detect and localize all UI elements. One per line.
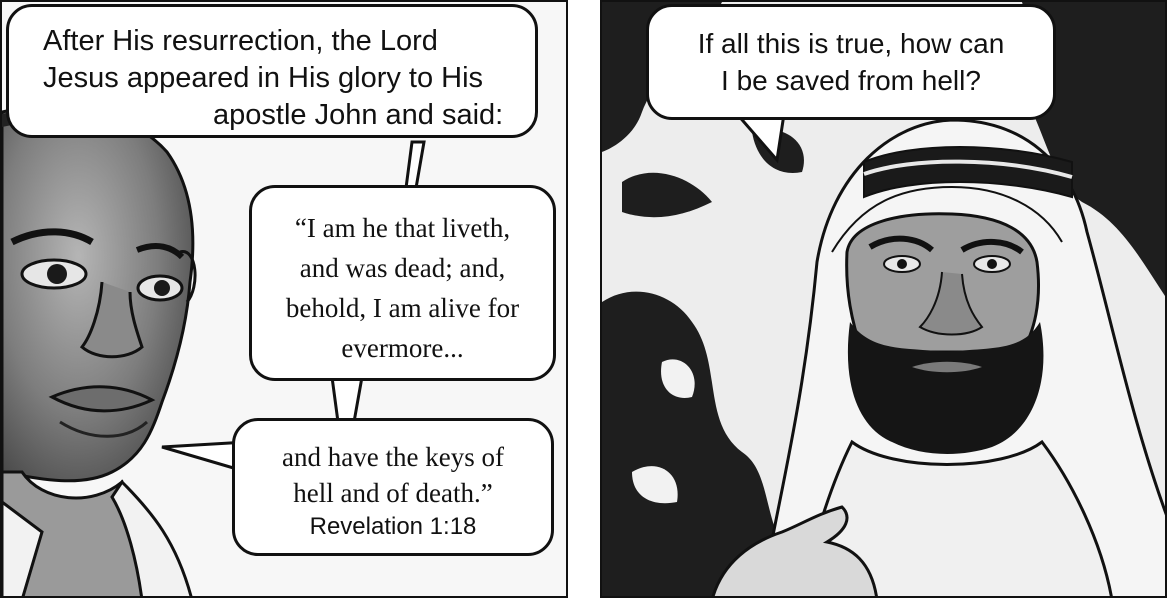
left-panel xyxy=(0,0,568,598)
quote-end-line-2: hell and of death.” xyxy=(293,478,493,508)
quote-end-line-1: and have the keys of xyxy=(282,442,504,472)
panel-gutter xyxy=(568,0,600,600)
quote-line-4: evermore... xyxy=(341,333,464,363)
question-line-2: I be saved from hell? xyxy=(721,65,981,96)
quote-line-3: behold, I am alive for xyxy=(285,293,520,323)
quote-line-1: “I am he that liveth, xyxy=(294,213,511,243)
question-bubble xyxy=(646,4,1056,120)
scripture-quote-bubble xyxy=(249,185,556,381)
scripture-reference: Revelation 1:18 xyxy=(309,513,477,540)
narration-line-3: apostle John and said: xyxy=(213,99,504,131)
scripture-continuation-bubble xyxy=(232,418,554,556)
question-line-1: If all this is true, how can xyxy=(697,28,1005,59)
right-panel xyxy=(600,0,1167,598)
narration-bubble xyxy=(6,4,538,138)
narration-line-2: Jesus appeared in His glory to His xyxy=(43,62,484,94)
quote-line-2: and was dead; and, xyxy=(299,253,506,283)
narration-line-1: After His resurrection, the Lord xyxy=(43,25,438,57)
